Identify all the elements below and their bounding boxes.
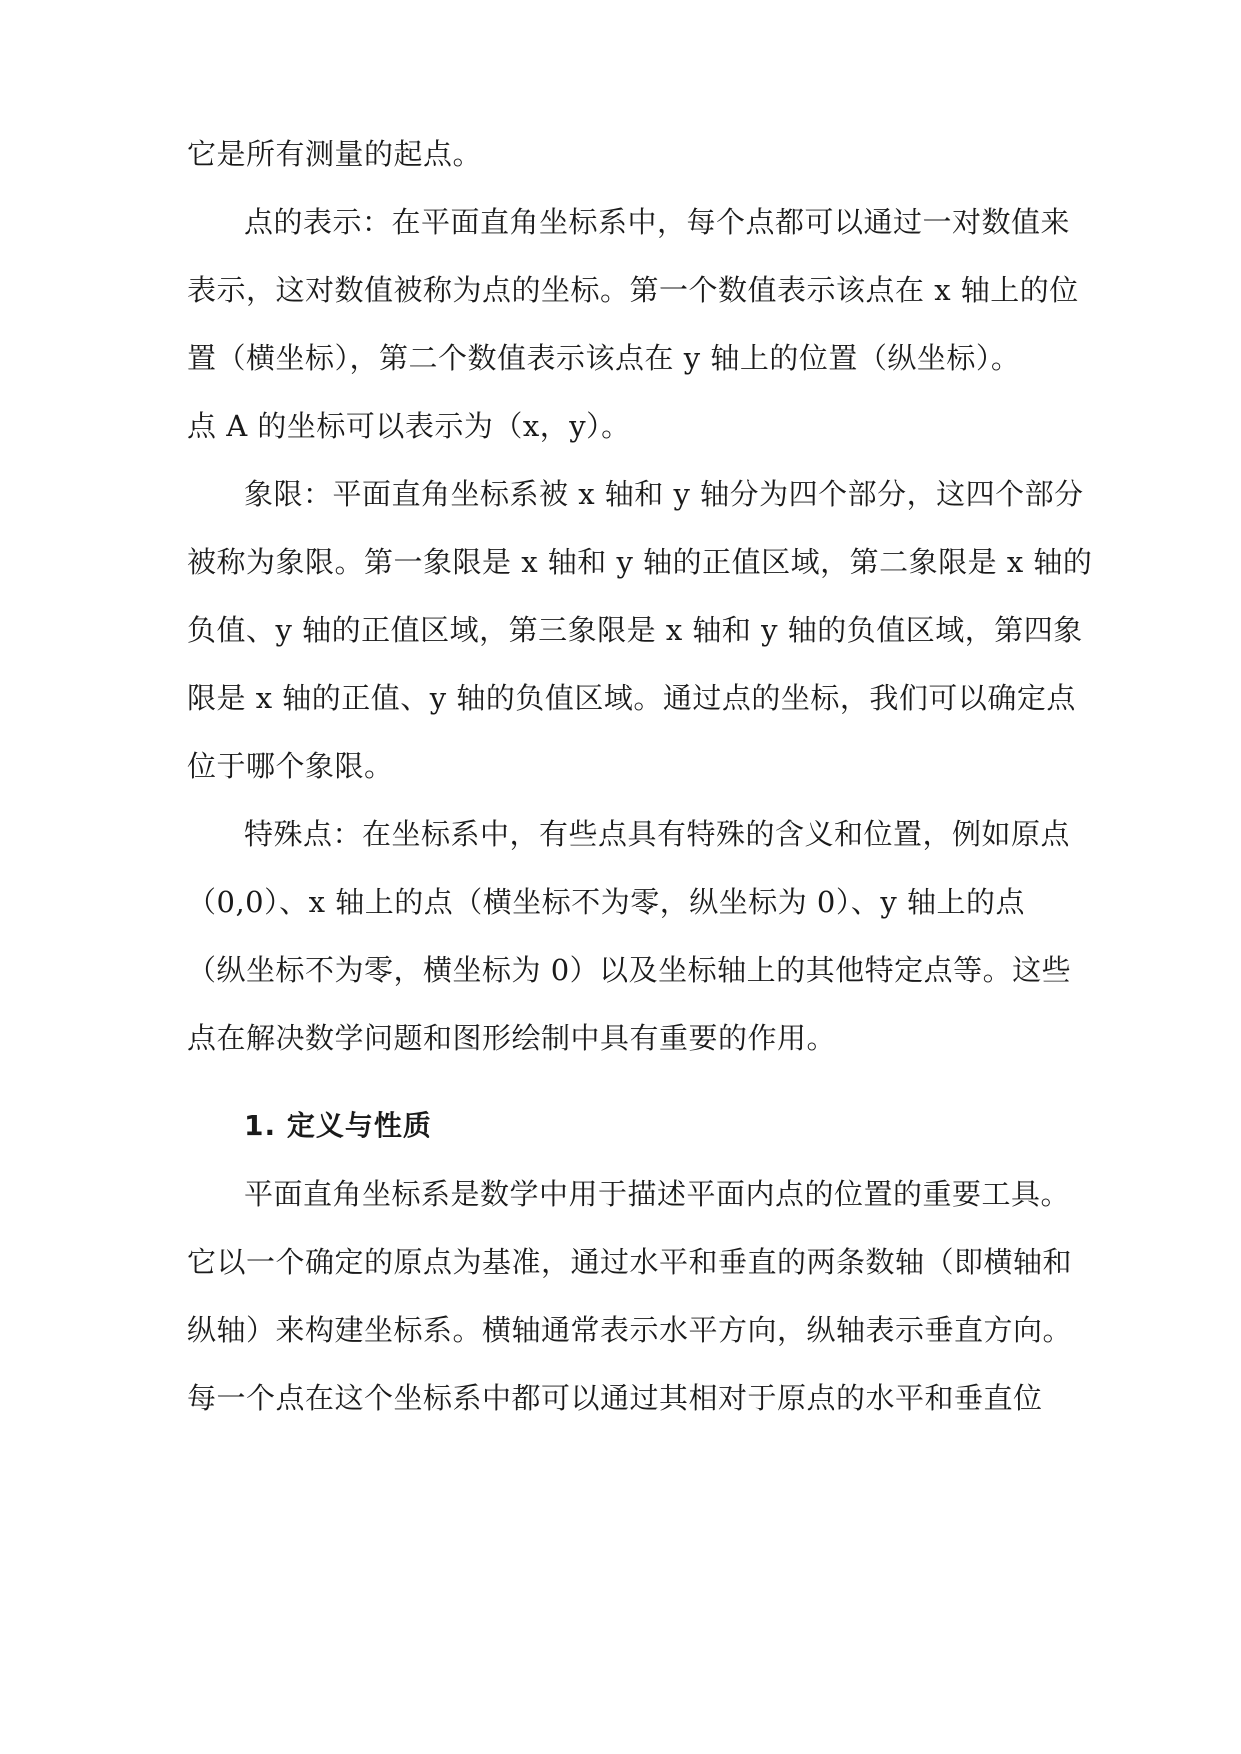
- text-line: 特殊点：在坐标系中，有些点具有特殊的含义和位置，例如原点: [244, 817, 1071, 851]
- text-line: （0,0）、x 轴上的点（横坐标不为零，纵坐标为 0）、y 轴上的点: [187, 885, 1025, 919]
- text-line: 点在解决数学问题和图形绘制中具有重要的作用。: [187, 1021, 837, 1055]
- text-line: 平面直角坐标系是数学中用于描述平面内点的位置的重要工具。: [244, 1177, 1071, 1211]
- text-line: 象限：平面直角坐标系被 x 轴和 y 轴分为四个部分，这四个部分: [244, 477, 1084, 511]
- text-line: 纵轴）来构建坐标系。横轴通常表示水平方向，纵轴表示垂直方向。: [187, 1313, 1073, 1347]
- text-line: 位于哪个象限。: [187, 749, 394, 783]
- text-line: 被称为象限。第一象限是 x 轴和 y 轴的正值区域，第二象限是 x 轴的: [187, 545, 1093, 579]
- text-line: 每一个点在这个坐标系中都可以通过其相对于原点的水平和垂直位: [187, 1381, 1043, 1415]
- text-line: （纵坐标不为零，横坐标为 0）以及坐标轴上的其他特定点等。这些: [187, 953, 1072, 987]
- text-line: 点的表示：在平面直角坐标系中，每个点都可以通过一对数值来: [244, 205, 1071, 239]
- text-line: 表示，这对数值被称为点的坐标。第一个数值表示该点在 x 轴上的位: [187, 273, 1079, 307]
- text-line: 限是 x 轴的正值、y 轴的负值区域。通过点的坐标，我们可以确定点: [187, 681, 1076, 715]
- text-line: 它是所有测量的起点。: [187, 137, 483, 171]
- text-line: 点 A 的坐标可以表示为（x，y）。: [187, 409, 631, 443]
- text-line: 它以一个确定的原点为基准，通过水平和垂直的两条数轴（即横轴和: [187, 1245, 1073, 1279]
- section-heading: 1. 定义与性质: [244, 1109, 432, 1142]
- text-line: 负值、y 轴的正值区域，第三象限是 x 轴和 y 轴的负值区域，第四象: [187, 613, 1083, 647]
- text-line: 置（横坐标），第二个数值表示该点在 y 轴上的位置（纵坐标）。: [187, 341, 1021, 375]
